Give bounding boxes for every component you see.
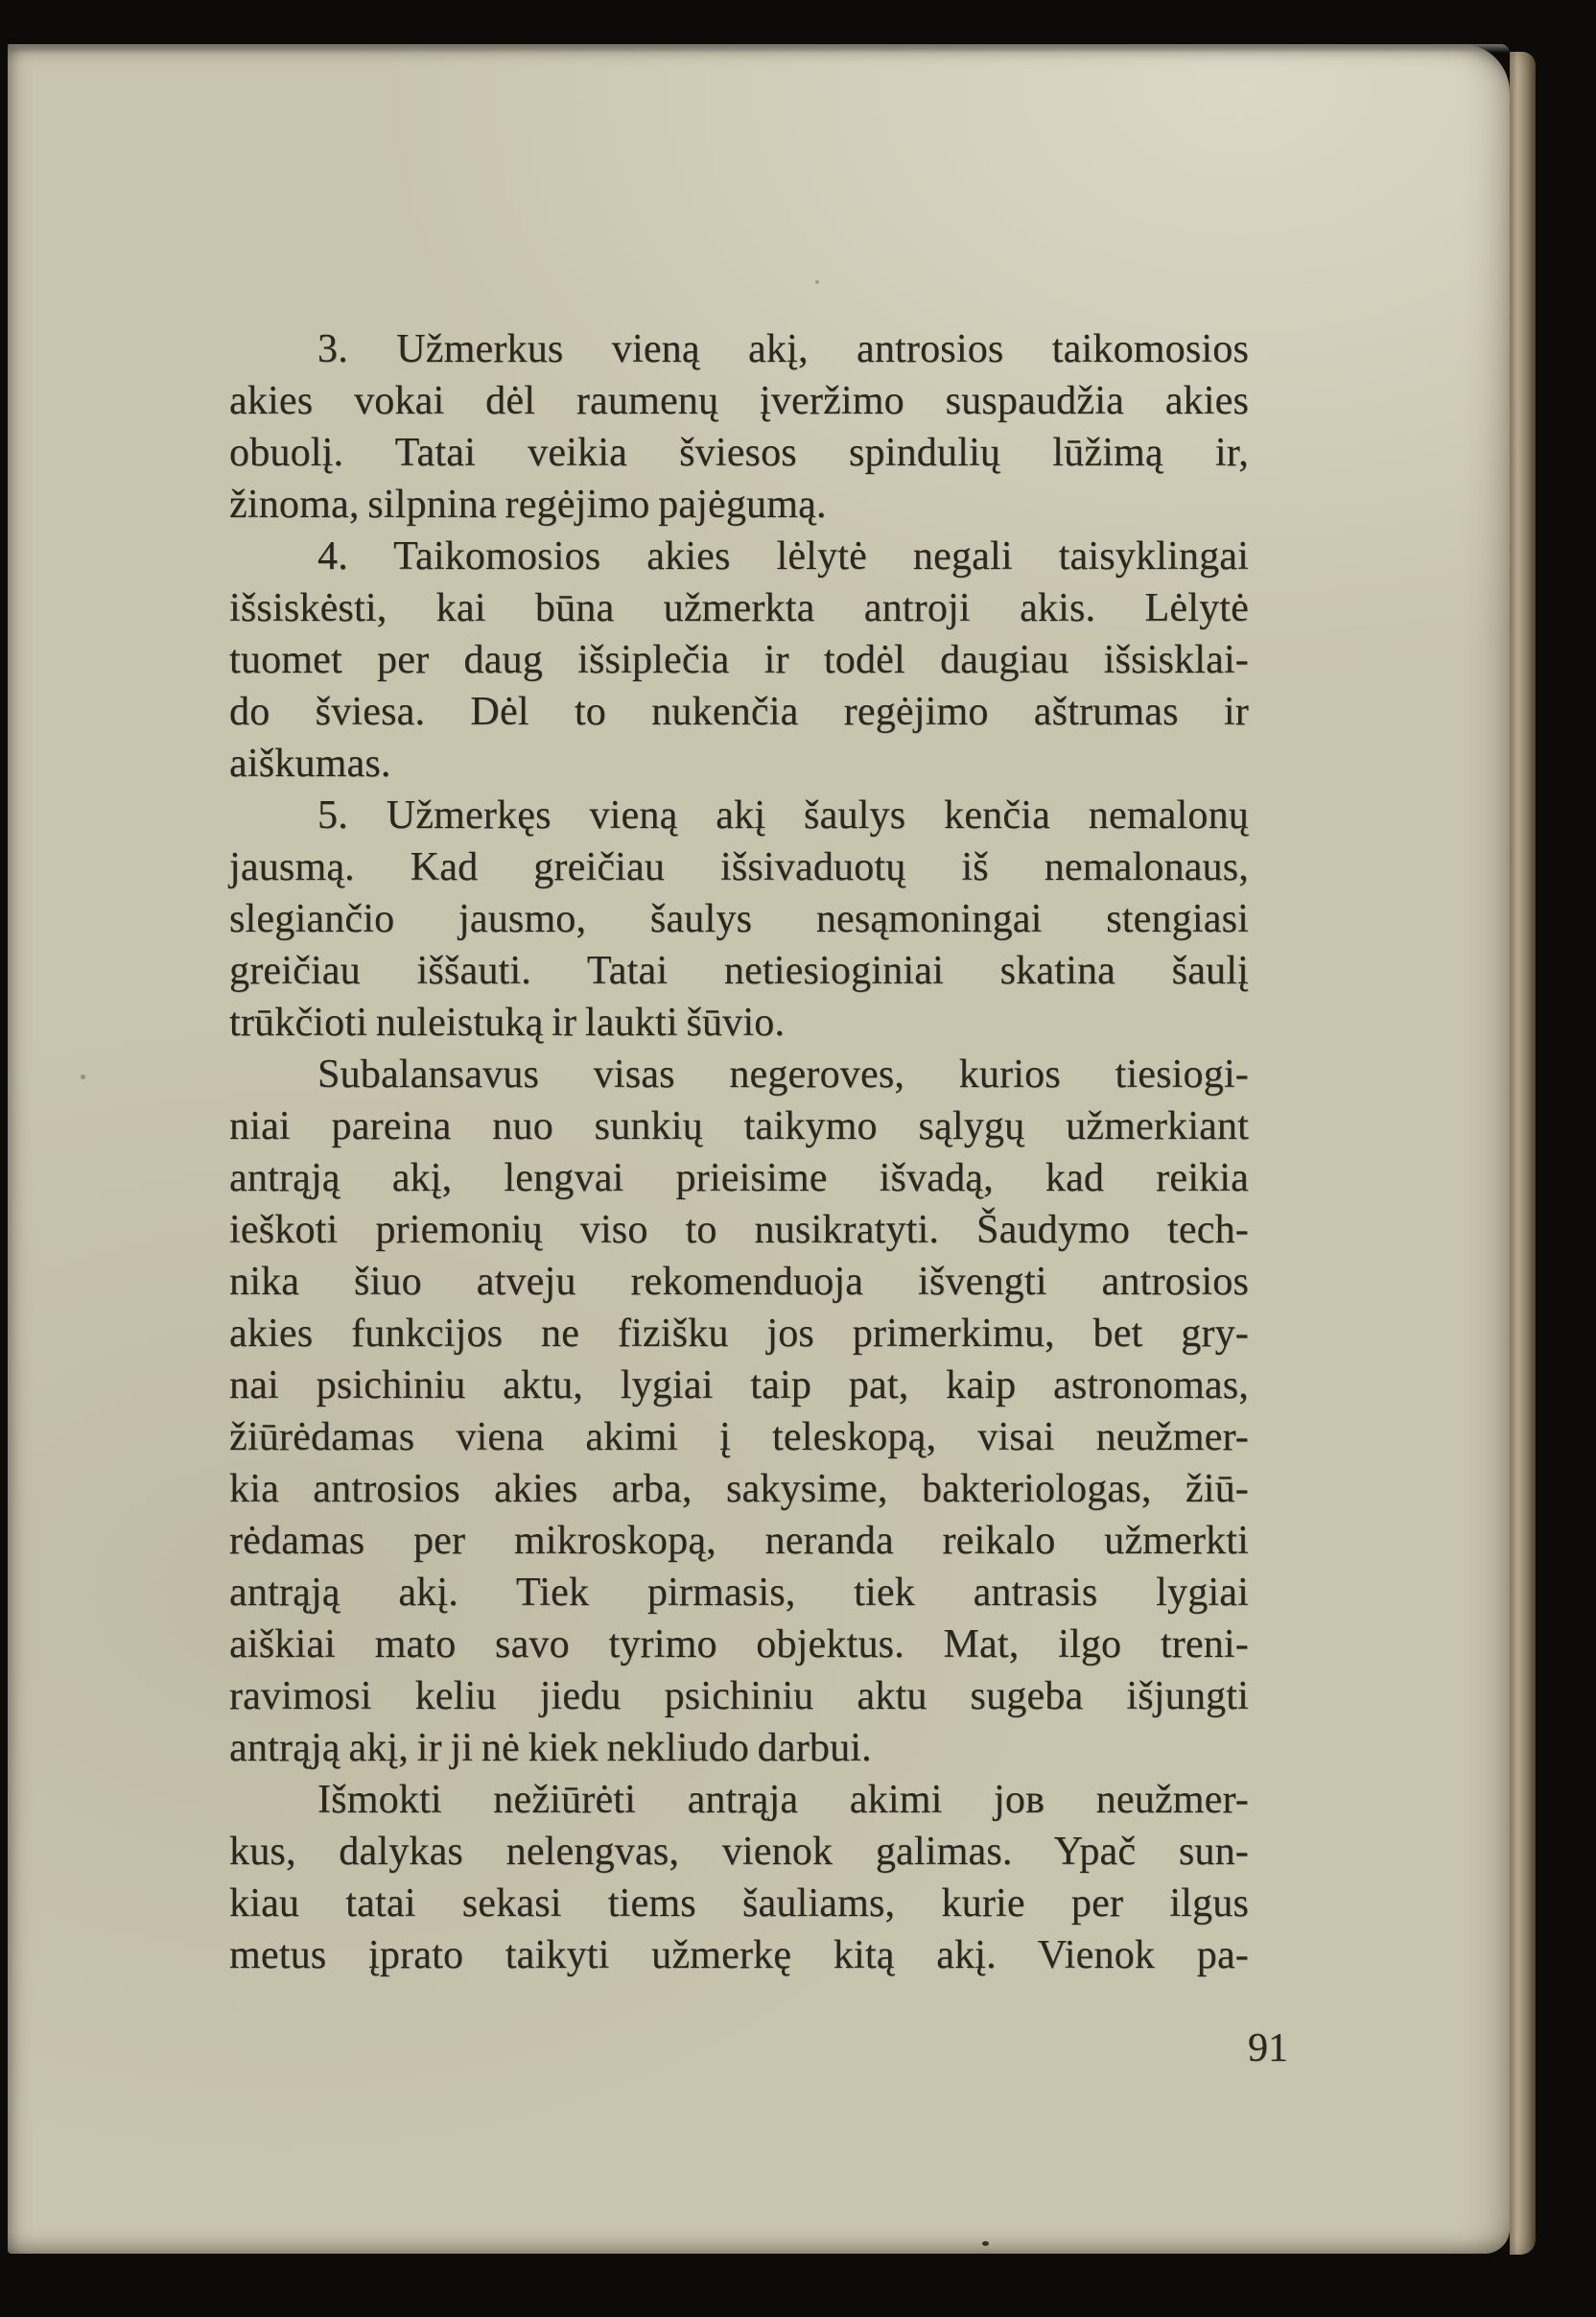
text-line: kia antrosios akies arba, sakysime, bakteriologas, žiū-	[229, 1467, 1249, 1511]
text-line: trūkčioti nuleistuką ir laukti šūvio.	[229, 1001, 786, 1045]
dust-speck	[81, 1075, 85, 1079]
page-text	[229, 323, 1249, 1981]
text-line: obuolį. Tatai veikia šviesos spindulių lūžimą ir,	[229, 431, 1249, 475]
text-line: 3. Užmerkus vieną akį, antrosios taikomosios	[317, 327, 1249, 371]
text-line: kiau tatai sekasi tiems šauliams, kurie per ilgus	[229, 1881, 1249, 1926]
text-line: akies funkcijos ne fizišku jos primerkimu, bet gry-	[229, 1312, 1249, 1356]
page-fore-edge	[1510, 52, 1536, 2255]
dust-speck	[815, 280, 819, 284]
text-line: akies vokai dėl raumenų įveržimo suspaudžia akies	[229, 379, 1249, 423]
text-line: nai psichiniu aktu, lygiai taip pat, kaip astronomas,	[229, 1363, 1249, 1407]
paragraph	[229, 531, 1249, 790]
text-line: Išmokti nežiūrėti antrąja akimi joв neužmer-	[317, 1778, 1249, 1822]
text-line: antrąją akį, lengvai prieisime išvadą, kad reikia	[229, 1156, 1249, 1200]
text-line: žiūrėdamas viena akimi į teleskopą, visai neužmer-	[229, 1415, 1249, 1459]
text-line: antrąją akį, ir ji nė kiek nekliudo darbui.	[229, 1726, 872, 1770]
text-line: rėdamas per mikroskopą, neranda reikalo užmerkti	[229, 1519, 1249, 1563]
text-line: išsiskėsti, kai būna užmerkta antroji akis. Lėlytė	[229, 586, 1249, 630]
text-line: kus, dalykas nelengvas, vienok galimas. Ypač sun-	[229, 1830, 1249, 1874]
text-line: nika šiuo atveju rekomenduoja išvengti antrosios	[229, 1260, 1249, 1304]
text-line: ravimosi keliu jiedu psichiniu aktu sugeba išjungti	[229, 1674, 1249, 1718]
text-line: antrąją akį. Tiek pirmasis, tiek antrasis lygiai	[229, 1571, 1249, 1615]
text-line: aiškiai mato savo tyrimo objektus. Mat, ilgo treni-	[229, 1622, 1249, 1667]
text-line: žinoma, silpnina regėjimo pajėgumą.	[229, 483, 827, 527]
text-line: metus įprato taikyti užmerkę kitą akį. Vienok pa-	[229, 1933, 1249, 1977]
paragraph	[229, 1049, 1249, 1774]
text-line: ieškoti priemonių viso to nusikratyti. Šaudymo tech-	[229, 1208, 1249, 1252]
paragraph	[229, 790, 1249, 1049]
paragraph	[229, 323, 1249, 531]
dust-speck	[982, 2241, 989, 2246]
text-line: 5. Užmerkęs vieną akį šaulys kenčia nemalonų	[317, 793, 1249, 838]
text-line: slegiančio jausmo, šaulys nesąmoningai stengiasi	[229, 897, 1249, 941]
text-line: greičiau iššauti. Tatai netiesioginiai skatina šaulį	[229, 949, 1249, 993]
text-line: jausmą. Kad greičiau išsivaduotų iš nemalonaus,	[229, 845, 1249, 889]
paragraph	[229, 1774, 1249, 1981]
page-number: 91	[1248, 2026, 1288, 2070]
book-page	[8, 44, 1510, 2254]
text-line: tuomet per daug išsiplečia ir todėl daugiau išsisklai-	[229, 638, 1249, 682]
text-line: do šviesa. Dėl to nukenčia regėjimo aštrumas ir	[229, 690, 1249, 734]
text-line: 4. Taikomosios akies lėlytė negali taisyklingai	[317, 534, 1249, 579]
text-line: Subalansavus visas negeroves, kurios tiesiogi-	[317, 1052, 1249, 1097]
text-line: aiškumas.	[229, 742, 391, 786]
text-line: niai pareina nuo sunkių taikymo sąlygų užmerkiant	[229, 1104, 1249, 1148]
